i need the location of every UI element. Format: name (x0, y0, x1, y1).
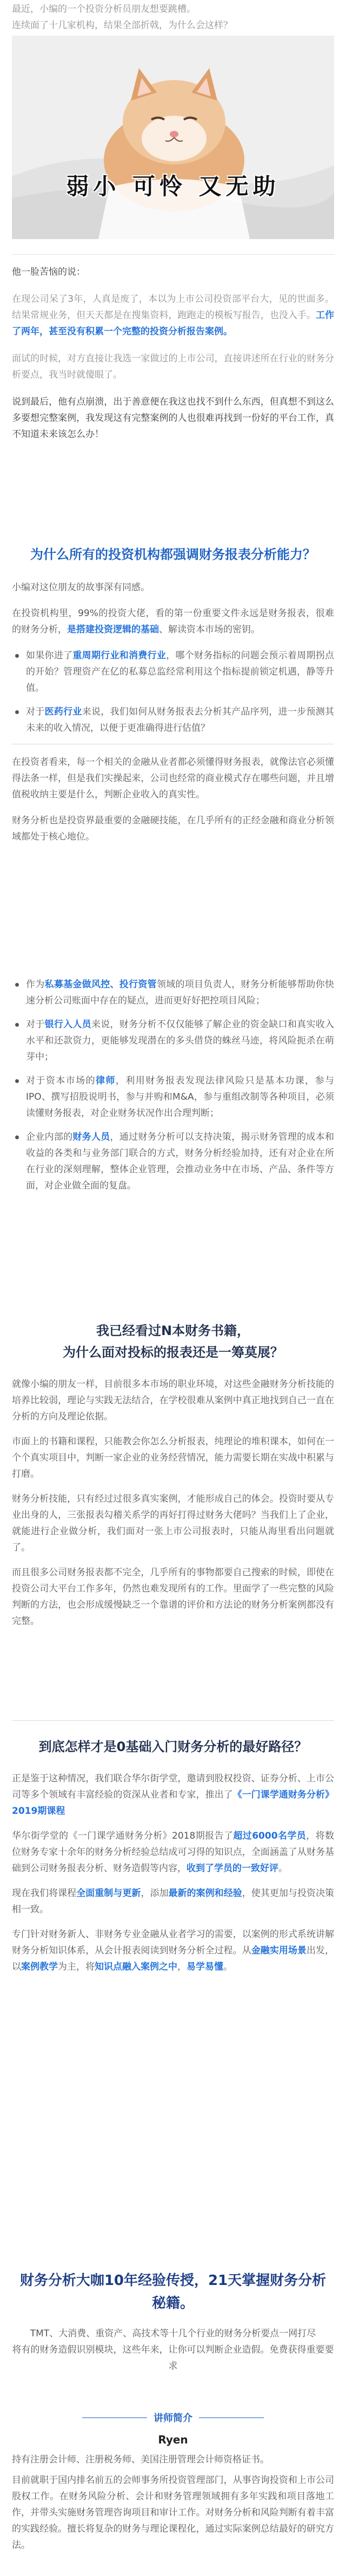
section-1-paragraph-2: 在投资者看来，每一个相关的金融从业者都必须懂得财务报表，就像法官必须懂得法条一样，但是我们实操起来，公司也经常的商业模式存在哪些问题，并且增值税收纳主要是什么，判断企业收入的真实性。 (12, 757, 334, 800)
bullet-highlight: 财务人员 (72, 1132, 110, 1142)
list-item (12, 648, 334, 696)
list-item (12, 1073, 334, 1121)
complaint-paragraph-2: 面试的时候，对方直接让我选一家做过的上市公司，直接讲述所在行业的财务分析要点，我当时就傻眼了。 (12, 353, 334, 380)
bullet-text: 对于 (26, 706, 45, 717)
kitten-illustration (12, 36, 334, 239)
teacher-credentials: 持有注册会计师、注册税务师、美国注册管理会计师资格证书。 (12, 2454, 269, 2465)
section-4-paragraph-1 (12, 1771, 334, 1819)
section-roles (0, 976, 346, 1201)
section-why-financial-analysis (0, 544, 346, 845)
list-item (12, 1016, 334, 1065)
meme-caption: 弱小 可怜 又无助 (66, 173, 280, 200)
teacher-bio: 目前就职于国内排名前五的会师事务所投资管理部门，从事咨询投资和上市公司股权工作。在财务风险分析、会计和财务管理领域拥有多年实践和项目落地工作，并带头实施财务管理咨询项目和审计工作。对财务分析和风险判断有着丰富的实践经验。擅长将复杂的财务与理论课程化，通过实际案例总结最好的研究方法。 (12, 2475, 334, 2551)
bullet-highlight: 私募基金做风控、投行资管 (44, 979, 157, 990)
intro-line-2: 连续面了十几家机构，结果全部折戟，为什么会这样？ (12, 20, 232, 31)
section-4-title: 到底怎样才是0基础入门财务分析的最好路径？ (38, 1739, 308, 1754)
kitten-meme-image (12, 36, 334, 239)
section-5-title-line-2: 秘籍。 (151, 2295, 194, 2311)
bullet-tail: ，通过财务分析可以支持决策，揭示财务管理的成本和收益的各类和与业务部门联合的方式，财务分析经验加持，还有对企业在所在行业的深刻理解，整体企业管理，会推动业务中在市场、产品、条件等方面，对企业做全面的复盘。 (26, 1132, 334, 1191)
bullet-text: 企业内部的 (26, 1132, 73, 1142)
complaint-p1-text: 在现公司呆了3年，人真是废了，本以为上市公司投资部平台大，见的世面多。结果常规业务，但天天都是在搜集资料，跑跑走的模板写报告，也没入手。 (12, 294, 334, 321)
s4p2-end: 。 (278, 1863, 288, 1874)
s4p1-text: 正是鉴于这种情况，我们联合华尔街学堂，邀请到股权投资、证券分析、上市公司等多个领域有丰富经验的资深从业者和专家，推出了 (12, 1773, 334, 1800)
section-3-paragraph-3: 财务分析技能，只有经过过很多真实案例，才能形成自己的体会。投资时要从专业出身的人，三张报表勾稽关系学的再好打得过财务大佬吗？当我们上了企业，就能进行企业做分析，我们面对一张上市公司报表时，只能从海里看出问题就了。 (12, 1494, 334, 1553)
s4p4-t4: ， (177, 1961, 187, 1972)
teacher-name: Ryen (158, 2433, 188, 2446)
teacher-heading (0, 2410, 346, 2425)
divider (12, 1720, 334, 1721)
bullet-tail: 领域的项目负责人，财务分析能够帮助你快速分析公司账面中存在的疑点，进而更好好把控项目风险； (26, 979, 334, 1006)
bullet-highlight: 医药行业 (44, 706, 82, 717)
section-master-secrets (0, 2269, 346, 2374)
praise-highlight: 收到了学员的一致好评 (187, 1863, 278, 1874)
bullet-highlight: 银行入人员 (44, 1019, 91, 1030)
section-5-title-line-1: 财务分析大咖10年经验传授，21天掌握财务分析 (19, 2273, 327, 2289)
bullet-text: 如果你进了 (26, 650, 73, 661)
teacher-heading-label: 讲师简介 (154, 2413, 192, 2424)
bullet-tail: 来说，财务分析不仅仅能够了解企业的资金缺口和真实收入水平和还款资力，更能够发现潜在的多头借贷的蛛丝马迹，将风险扼杀在萌芽中； (26, 1019, 334, 1062)
section-3-paragraph-4: 而且很多公司财务报表都不完全，几乎所有的事物都要自己搜索的时候，即使在投资公司大平台工作多年，仍然也难发现所有的工作。里面学了一些完整的风险判断的方法，也会形成缓慢缺乏一个靠谱的评价和方法论的财务分析案例都没有完整。 (12, 1567, 334, 1627)
s4p3-end: ，使其更加与投资决策相一致。 (12, 1888, 335, 1915)
section-5-line-1: TMT、大消费、重资产、高技术等十几个行业的财务分析要点一网打尽 (30, 2328, 316, 2339)
divider (12, 254, 334, 255)
section-best-path (0, 1720, 346, 1975)
intro-block (0, 0, 346, 34)
bullet-tail: ，利用财务报表发现法律风险只是基本功课，参与IPO、撰写招股说明书，参与并购和M&A，参与重组改制等各种项目，必须读懂财务报表，对企业财务状况作出合理判断； (26, 1075, 335, 1119)
s1p1-tail: 、解读资本市场的密钥。 (159, 624, 260, 635)
section-3-title-line-2: 为什么面对投标的报表还是一筹莫展？ (63, 1345, 283, 1360)
s4p4-t3: 为主，将 (58, 1961, 95, 1972)
section-5-line-2: 将有的财务造假识别模块，这些年来，让你可以判断企业造假。免费获得重要要求 (12, 2344, 334, 2372)
s4p4-hl-2: 案例教学 (21, 1961, 58, 1972)
complaint-p1-highlight: 工作了两年，甚至没有积累一个完整的投资分析报告案例。 (12, 310, 335, 337)
s1p1-highlight: 是搭建投资逻辑的基础 (67, 624, 159, 635)
list-item (12, 704, 334, 736)
complaint-paragraph-1 (12, 291, 334, 340)
complaint-lead: 他一脸苦恼的说： (12, 267, 85, 278)
list-item (12, 1129, 334, 1194)
bullet-highlight: 律师 (96, 1075, 116, 1086)
bullet-highlight: 重周期行业和消费行业 (72, 650, 167, 661)
section-3-paragraph-2: 市面上的书籍和课程，只能教会你怎么分析报表，纯理论的堆积课本，如何在一个个真实项目中，判断一家企业的业务经营情况，能力需要长期在实战中积累与打磨。 (12, 1436, 334, 1479)
section-3-paragraph-1: 就像小编的朋友一样，目前很多本市场的职业环境，对这些金融财务分析技能的培养比较弱，理论与实践无法结合，在学校很难从案例中真正地找到自己一直在分析的方向及理论依据。 (12, 1379, 334, 1422)
teacher-intro (0, 2410, 346, 2553)
section-4-paragraph-3 (12, 1885, 334, 1918)
section-3-title-line-1: 我已经看过N本财务书籍， (96, 1323, 250, 1338)
s4p3-text: 现在我们将课程 (12, 1888, 77, 1899)
s4p4-t2: 出发，以 (12, 1945, 335, 1972)
s4p3-highlight-1: 全面重制与更新 (76, 1888, 141, 1899)
student-count-highlight: 超过6000名学员 (233, 1831, 307, 1841)
intro-line-1: 最近，小编的一个投资分析员朋友想要跳槽。 (12, 4, 196, 15)
course-name-highlight: 《一门课学通财务分析》2019期课程 (12, 1789, 335, 1817)
complaint-paragraph-3: 说到最后，他有点崩溃，出于善意便在我这也找不到什么东西，但真想不到这么多要想完整案例，我发现这有完整案例的人也很难再找到一份好的平台工作，真不知道未来该怎么办！ (12, 397, 334, 440)
section-1-paragraph-3: 财务分析也是投资界最重要的金融硬技能，在几乎所有的正经金融和商业分析领域都处于核心地位。 (12, 815, 334, 842)
section-1-lead: 小编对这位朋友的故事深有同感。 (12, 582, 150, 593)
complaint-block (0, 264, 346, 442)
bullet-text: 对于资本市场的 (26, 1075, 96, 1086)
bullet-tail: 来说，我们如何从财务报表去分析其产品序列，进一步预测其未来的收入情况，以便于更准确得进行估值？ (26, 706, 334, 734)
s4p4-hl-3: 知识点融入案例之中 (95, 1961, 177, 1972)
bullet-tail: ，哪个财务指标的问题会预示着周期拐点的开始？管理资产在亿的私募总监经常利用这个指标提前锁定机遇，静等升值。 (26, 650, 334, 693)
s4p4-hl-4: 易学易懂 (187, 1961, 223, 1972)
list-item (12, 976, 334, 1009)
s1p1-text: 在投资机构里，99%的投资大佬，看的第一份重要文件永远是财务报表，很难的财务分析， (12, 608, 334, 635)
s4p4-hl-1: 金融实用场景 (251, 1945, 307, 1956)
section-1-title: 为什么所有的投资机构都强调财务报表分析能力？ (30, 547, 316, 562)
section-why-stuck (0, 1320, 346, 1629)
s4p3-highlight-2: 最新的案例和经验 (168, 1888, 242, 1899)
bullet-text: 对于 (26, 1019, 45, 1030)
s4p4-t5: 。 (223, 1961, 232, 1972)
s4p4-text: 专门针对财务新人、非财务专业金融从业者学习的需要，以案例的形式系统讲解财务分析知识体系，从会计报表阅读到财务分析全过程。从 (12, 1929, 334, 1956)
section-4-paragraph-4 (12, 1926, 334, 1975)
section-4-paragraph-2 (12, 1828, 334, 1877)
bullet-text: 作为 (26, 979, 45, 990)
s4p2-middle: ，将数位财务专家十余年的财务分析经验总结成可习得的知识点，全面涵盖了从财务基础到公司财务报表分析、财务造假等内容， (12, 1831, 334, 1874)
s4p3-mid: ，添加 (141, 1888, 169, 1899)
roles-bullets (12, 976, 334, 1194)
section-1-bullets (12, 648, 334, 736)
section-1-paragraph-1 (12, 605, 334, 638)
s4p2-text: 华尔街学堂的《一门课学通财务分析》2018期报告了 (12, 1831, 234, 1841)
